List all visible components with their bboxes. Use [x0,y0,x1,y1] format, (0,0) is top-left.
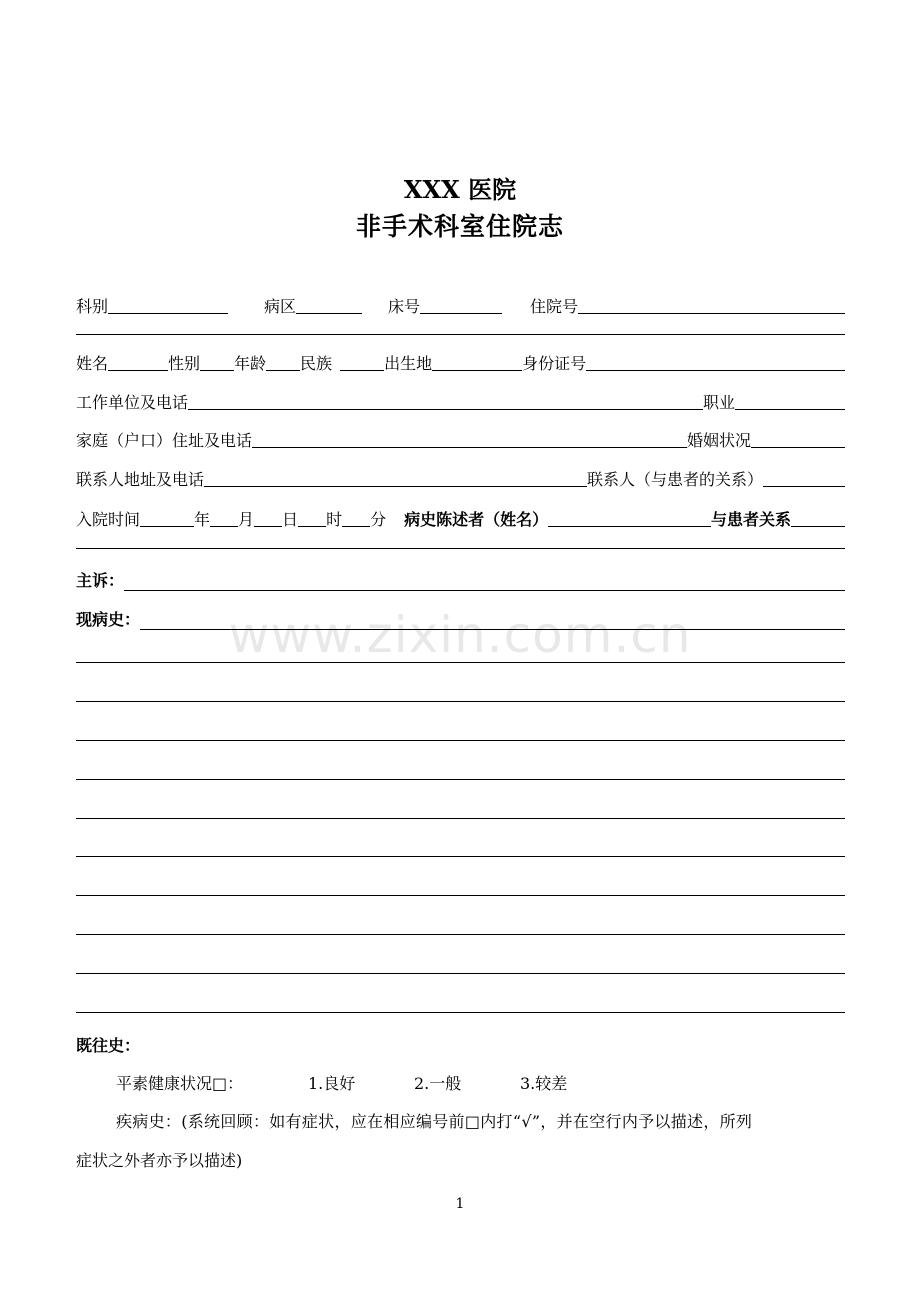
writing-line[interactable] [76,740,845,741]
writing-line[interactable] [76,779,845,780]
age-label: 年龄 [234,354,267,373]
bed-no-field[interactable] [420,312,502,314]
home-address-label: 家庭（户口）住址及电话 [76,431,253,450]
writing-line[interactable] [76,818,845,819]
occupation-label: 职业 [702,393,735,412]
ethnicity-label: 民族 [300,354,333,373]
hospital-name: XXX 医院 [403,175,517,204]
present-illness-label: 现病史： [76,610,141,629]
birthplace-label: 出生地 [384,354,433,373]
employer-phone-label: 工作单位及电话 [76,393,189,412]
history-narrator-label: 病史陈述者（姓名） [404,510,549,529]
day-label: 日 [282,510,299,529]
form-title: 非手术科室住院志 [355,212,564,241]
writing-line[interactable] [76,1012,845,1013]
age-field[interactable] [266,369,300,371]
name-field[interactable] [108,369,168,371]
sex-label: 性别 [168,354,201,373]
ward-field[interactable] [296,312,362,314]
month-field[interactable] [210,525,238,527]
month-label: 月 [238,510,255,529]
id-no-label: 身份证号 [522,354,587,373]
marital-status-label: 婚姻状况 [686,431,751,450]
department-field[interactable] [108,312,228,314]
health-option-good[interactable]: 1.良好 [308,1074,356,1093]
sex-field[interactable] [200,369,234,371]
chief-complaint-label: 主诉： [76,571,125,590]
health-status-label: 平素健康状况□： [116,1074,244,1093]
writing-line[interactable] [76,856,845,857]
admission-no-label: 住院号 [530,297,579,316]
contact-relation-label: 联系人（与患者的关系） [586,470,763,489]
chief-complaint-field[interactable] [124,589,845,591]
id-no-field[interactable] [586,369,845,371]
bed-no-label: 床号 [388,297,421,316]
name-label: 姓名 [76,354,109,373]
admission-no-field[interactable] [578,312,845,314]
marital-status-field[interactable] [751,446,845,448]
relation-to-patient-field[interactable] [791,525,845,527]
section-divider [76,548,845,549]
admission-time-row [76,507,845,530]
contact-relation-field[interactable] [763,485,845,487]
writing-line[interactable] [76,934,845,935]
employer-phone-field[interactable] [188,408,703,410]
health-option-fair[interactable]: 2.一般 [414,1074,462,1093]
year-label: 年 [194,510,211,529]
disease-history-text: 疾病史：(系统回顾：如有症状，应在相应编号前□内打“√”，并在空行内予以描述，所列 [116,1112,753,1131]
page-number: 1 [455,1196,465,1212]
contact-address-field[interactable] [204,485,587,487]
department-label: 科别 [76,297,109,316]
patient-info-row [76,351,845,374]
home-address-row [76,428,845,451]
chief-complaint-row [76,568,845,591]
birthplace-field[interactable] [432,369,522,371]
employer-row [76,390,845,413]
minute-field[interactable] [342,525,370,527]
hour-label: 时 [326,510,343,529]
section-divider [76,334,845,335]
past-history-label: 既往史： [76,1036,141,1055]
disease-history-text-cont: 症状之外者亦予以描述) [76,1151,243,1170]
contact-address-label: 联系人地址及电话 [76,470,205,489]
writing-line[interactable] [76,662,845,663]
ethnicity-field[interactable] [340,369,384,371]
occupation-field[interactable] [735,408,845,410]
minute-label: 分 [370,510,387,529]
admission-time-label: 入院时间 [76,510,141,529]
contact-row [76,467,845,490]
health-option-poor[interactable]: 3.较差 [520,1074,568,1093]
ward-label: 病区 [264,297,297,316]
writing-line[interactable] [76,701,845,702]
home-address-field[interactable] [252,446,687,448]
hour-field[interactable] [298,525,326,527]
watermark: www.zixin.com.cn [228,606,692,664]
year-field[interactable] [140,525,194,527]
writing-line[interactable] [76,973,845,974]
relation-to-patient-label: 与患者关系 [710,510,791,529]
history-narrator-field[interactable] [548,525,711,527]
admin-info-row [76,294,845,317]
day-field[interactable] [254,525,282,527]
writing-line[interactable] [76,895,845,896]
